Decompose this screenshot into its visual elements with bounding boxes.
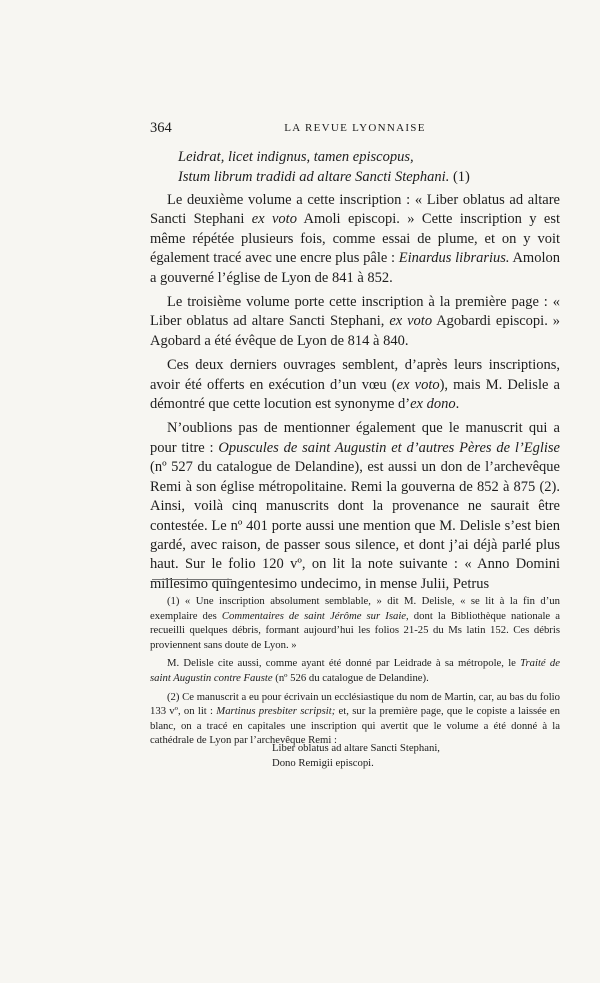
footnote-2: (2) Ce manuscrit a eu pour écrivain un ecclésiastique du nom de Martin, car, au bas du folio 133 vº, on lit : Martinus presbiter scripsit; et, sur la première page, que le copiste a laissée en blanc, on a tracé en capitales une inscription qui avertit que le volume a été donné à la cathédrale de Lyon par l’archevêque Remi : xyxy=(150,690,560,747)
footnote-inscription xyxy=(272,741,440,771)
footnote-ref-1: (1) xyxy=(449,169,470,185)
footnote-1-continued: M. Delisle cite aussi, comme ayant été donné par Leidrade à sa métropole, le Traité de saint Augustin contre Fauste (nº 526 du catalogue de Delandine). xyxy=(150,657,560,684)
paragraph-2: Le troisième volume porte cette inscription à la première page : « Liber oblatus ad altare Sancti Stephani, ex voto Agobardi episcopi. » Agobard a été évêque de Lyon de 814 à 840. xyxy=(150,294,561,349)
footnote-divider xyxy=(152,579,232,580)
footnotes xyxy=(150,594,560,752)
verse-quote xyxy=(150,147,560,187)
verse-line-1: Leidrat, licet indignus, tamen episcopus, xyxy=(178,149,414,165)
paragraph-3: Ces deux derniers ouvrages semblent, d’après leurs inscriptions, avoir été offerts en exécution d’un vœu (ex voto), mais M. Delisle a démontré que cette locution est synonyme d’ex dono. xyxy=(150,357,560,413)
body-text xyxy=(150,191,560,599)
paragraph-1: Le deuxième volume a cette inscription : « Liber oblatus ad altare Sancti Stephani ex voto Amoli episcopi. » Cette inscription y est même répétée plusieurs fois, comme essai de plume, et on y voit également tracé avec une encre plus pâle : Einardus librarius. Amolon a gouverné l’église de Lyon de 841 à 852. xyxy=(150,192,560,286)
inscription-line-1: Liber oblatus ad altare Sancti Stephani, xyxy=(272,742,440,754)
running-header xyxy=(150,120,560,140)
running-title: LA REVUE LYONNAISE xyxy=(284,122,426,134)
inscription-line-2: Dono Remigii episcopi. xyxy=(272,757,374,769)
page-number: 364 xyxy=(150,120,172,136)
verse-line-2: Istum librum tradidi ad altare Sancti Stephani. (1) xyxy=(178,169,470,185)
paragraph-4: N’oublions pas de mentionner également que le manuscrit qui a pour titre : Opuscules de saint Augustin et d’autres Pères de l’Eglise (nº 527 du catalogue de Delandine), est aussi un don de l’archevêque Remi à son église métropolitaine. Remi la gouverna de 852 à 875 (2). Ainsi, voilà cinq manuscrits dont la provenance ne saurait être contestée. Le nº 401 porte aussi une mention que M. Delisle s’est bien gardé, avec raison, de passer sous silence, et dont j’ai déjà parlé plus haut. Sur le folio 120 vº, on lit la note suivante : « Anno Domini millesimo quingentesimo undecimo, in mense Julii, Petrus xyxy=(150,420,560,592)
footnote-1: (1) « Une inscription absolument semblable, » dit M. Delisle, « se lit à la fin d’un exemplaire des Commentaires de saint Jérôme sur Isaie, dont la Bibliothèque nationale a recueilli quelques débris, formant aujourd’hui les folios 21-25 du Ms latin 152. Ces débris proviennent sans doute de Lyon. » xyxy=(150,595,560,651)
